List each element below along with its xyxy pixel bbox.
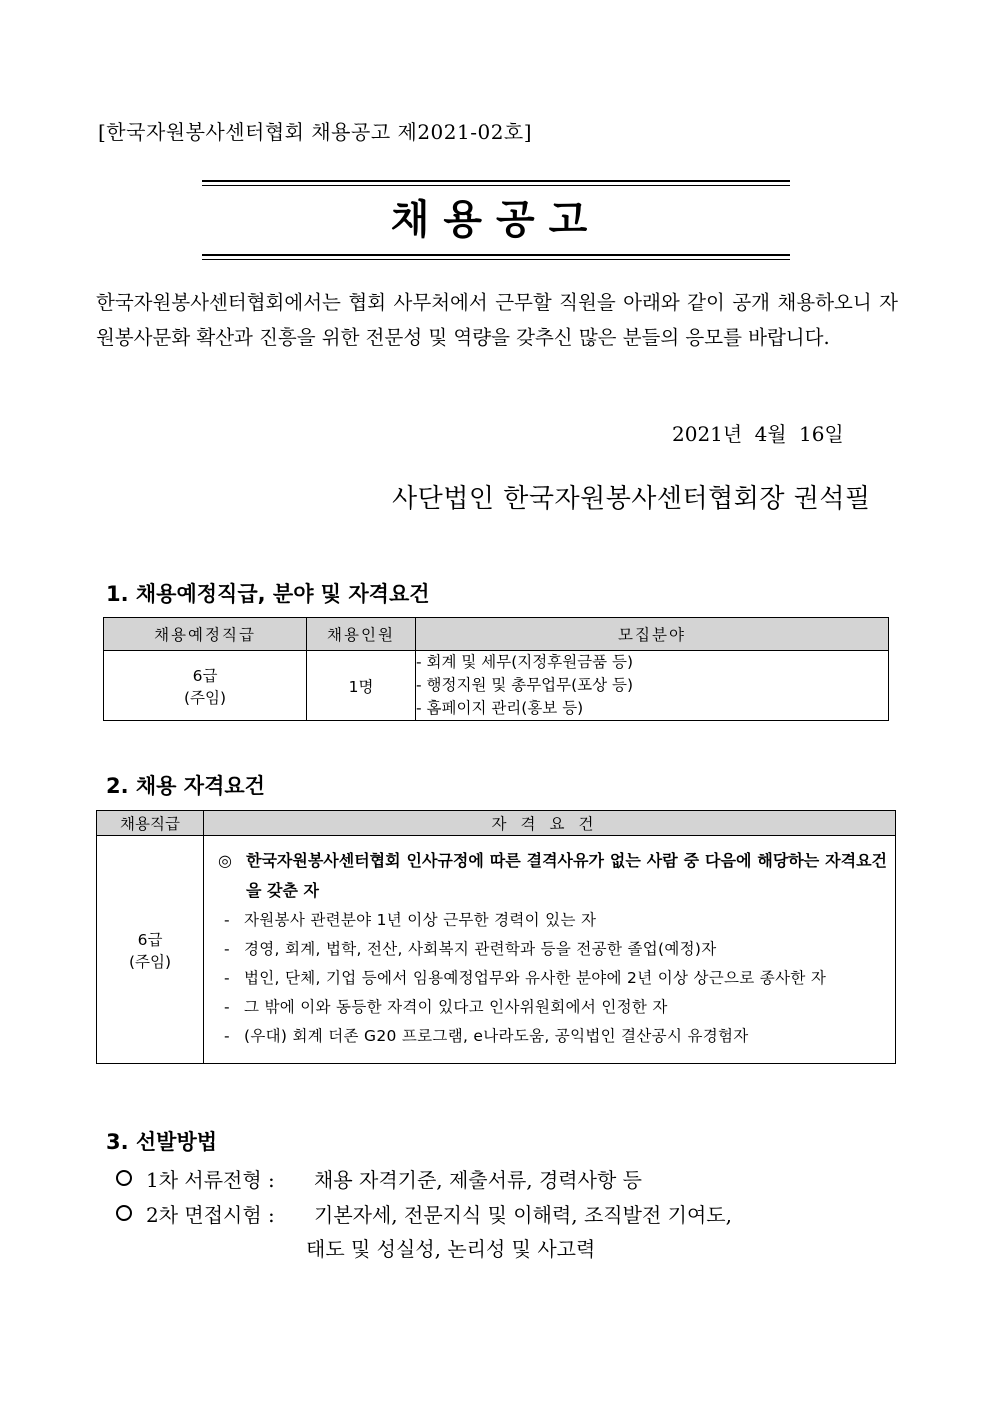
selection-step (116, 1199, 732, 1228)
selection-step (116, 1164, 642, 1193)
table-row (104, 651, 889, 721)
selection-step-label: 1차 서류전형 : (146, 1168, 275, 1192)
intro-paragraph: 한국자원봉사센터협회에서는 협회 사무처에서 근무할 직원을 아래와 같이 공개 채용하오니 자원봉사문화 확산과 진흥을 위한 전문성 및 역량을 갖추신 많은 분들의 응모를 바랍니다. (96, 291, 898, 349)
organization-signature: 사단법인 한국자원봉사센터협회장 권석필 (392, 484, 871, 514)
rank-grade: 6급 (137, 930, 163, 949)
requirement-text: 법인, 단체, 기업 등에서 임용예정업무와 유사한 분야에 2년 이상 상근으로 종사한 자 (244, 969, 827, 987)
requirement-text: 자원봉사 관련분야 1년 이상 근무한 경력이 있는 자 (244, 911, 597, 929)
field-item: - 행정지원 및 총무업무(포상 등) (416, 676, 634, 694)
title-bottom-rule (202, 254, 790, 260)
dash-icon: - (224, 969, 230, 987)
rank-cell (97, 836, 204, 1064)
requirement-item (218, 993, 887, 1022)
dash-icon: - (224, 1027, 230, 1045)
rank-title: (주임) (183, 688, 227, 707)
recruitment-table (103, 617, 889, 721)
requirement-item (218, 906, 887, 935)
notice-number: [한국자원봉사센터협회 채용공고 제2021-02호] (98, 120, 533, 144)
field-item: - 회계 및 세무(지정후원금품 등) (416, 653, 634, 671)
selection-step-continuation: 태도 및 성실성, 논리성 및 사고력 (306, 1237, 596, 1261)
field-cell (416, 651, 889, 721)
dash-icon: - (224, 940, 230, 958)
requirement-item (218, 935, 887, 964)
dash-icon: - (224, 998, 230, 1016)
selection-step-text: 채용 자격기준, 제출서류, 경력사항 등 (314, 1168, 642, 1192)
table-row (97, 836, 896, 1064)
field-item: - 홈페이지 관리(홍보 등) (416, 699, 584, 717)
qualification-table (96, 810, 896, 1064)
selection-step-text: 기본자세, 전문지식 및 이해력, 조직발전 기여도, (314, 1203, 732, 1227)
col-header-requirements: 자격요건 (204, 811, 896, 836)
section-3-heading: 3. 선발방법 (106, 1130, 218, 1154)
requirement-text: 그 밖에 이와 동등한 자격이 있다고 인사위원회에서 인정한 자 (244, 998, 668, 1016)
rank-cell (104, 651, 307, 721)
requirement-text: 경영, 회계, 법학, 전산, 사회복지 관련학과 등을 전공한 졸업(예정)자 (244, 940, 717, 958)
requirements-cell (204, 836, 896, 1064)
dash-icon: - (224, 911, 230, 929)
rank-grade: 6급 (192, 666, 218, 685)
col-header-rank: 채용직급 (97, 811, 204, 836)
selection-step-label: 2차 면접시험 : (146, 1203, 275, 1227)
section-1-heading: 1. 채용예정직급, 분야 및 자격요건 (106, 582, 430, 606)
circle-bullet-icon (116, 1205, 132, 1221)
title-top-rule (202, 180, 790, 186)
col-header-rank: 채용예정직급 (104, 618, 307, 651)
section-2-heading: 2. 채용 자격요건 (106, 774, 265, 798)
main-requirement (218, 846, 887, 906)
double-circle-icon: ◎ (218, 851, 232, 870)
requirement-item (218, 964, 887, 993)
col-header-headcount: 채용인원 (307, 618, 416, 651)
announcement-date: 2021년 4월 16일 (672, 422, 844, 446)
page-title: 채용공고 (390, 197, 602, 243)
col-header-field: 모집분야 (416, 618, 889, 651)
headcount-cell: 1명 (307, 651, 416, 721)
main-requirement-text: 한국자원봉사센터협회 인사규정에 따른 결격사유가 없는 사람 중 다음에 해당하는 자격요건을 갖춘 자 (246, 851, 887, 900)
requirement-text: (우대) 회계 더존 G20 프로그램, e나라도움, 공익법인 결산공시 유경험자 (244, 1027, 749, 1045)
rank-title: (주임) (128, 952, 172, 971)
requirement-item (218, 1022, 887, 1051)
circle-bullet-icon (116, 1170, 132, 1186)
